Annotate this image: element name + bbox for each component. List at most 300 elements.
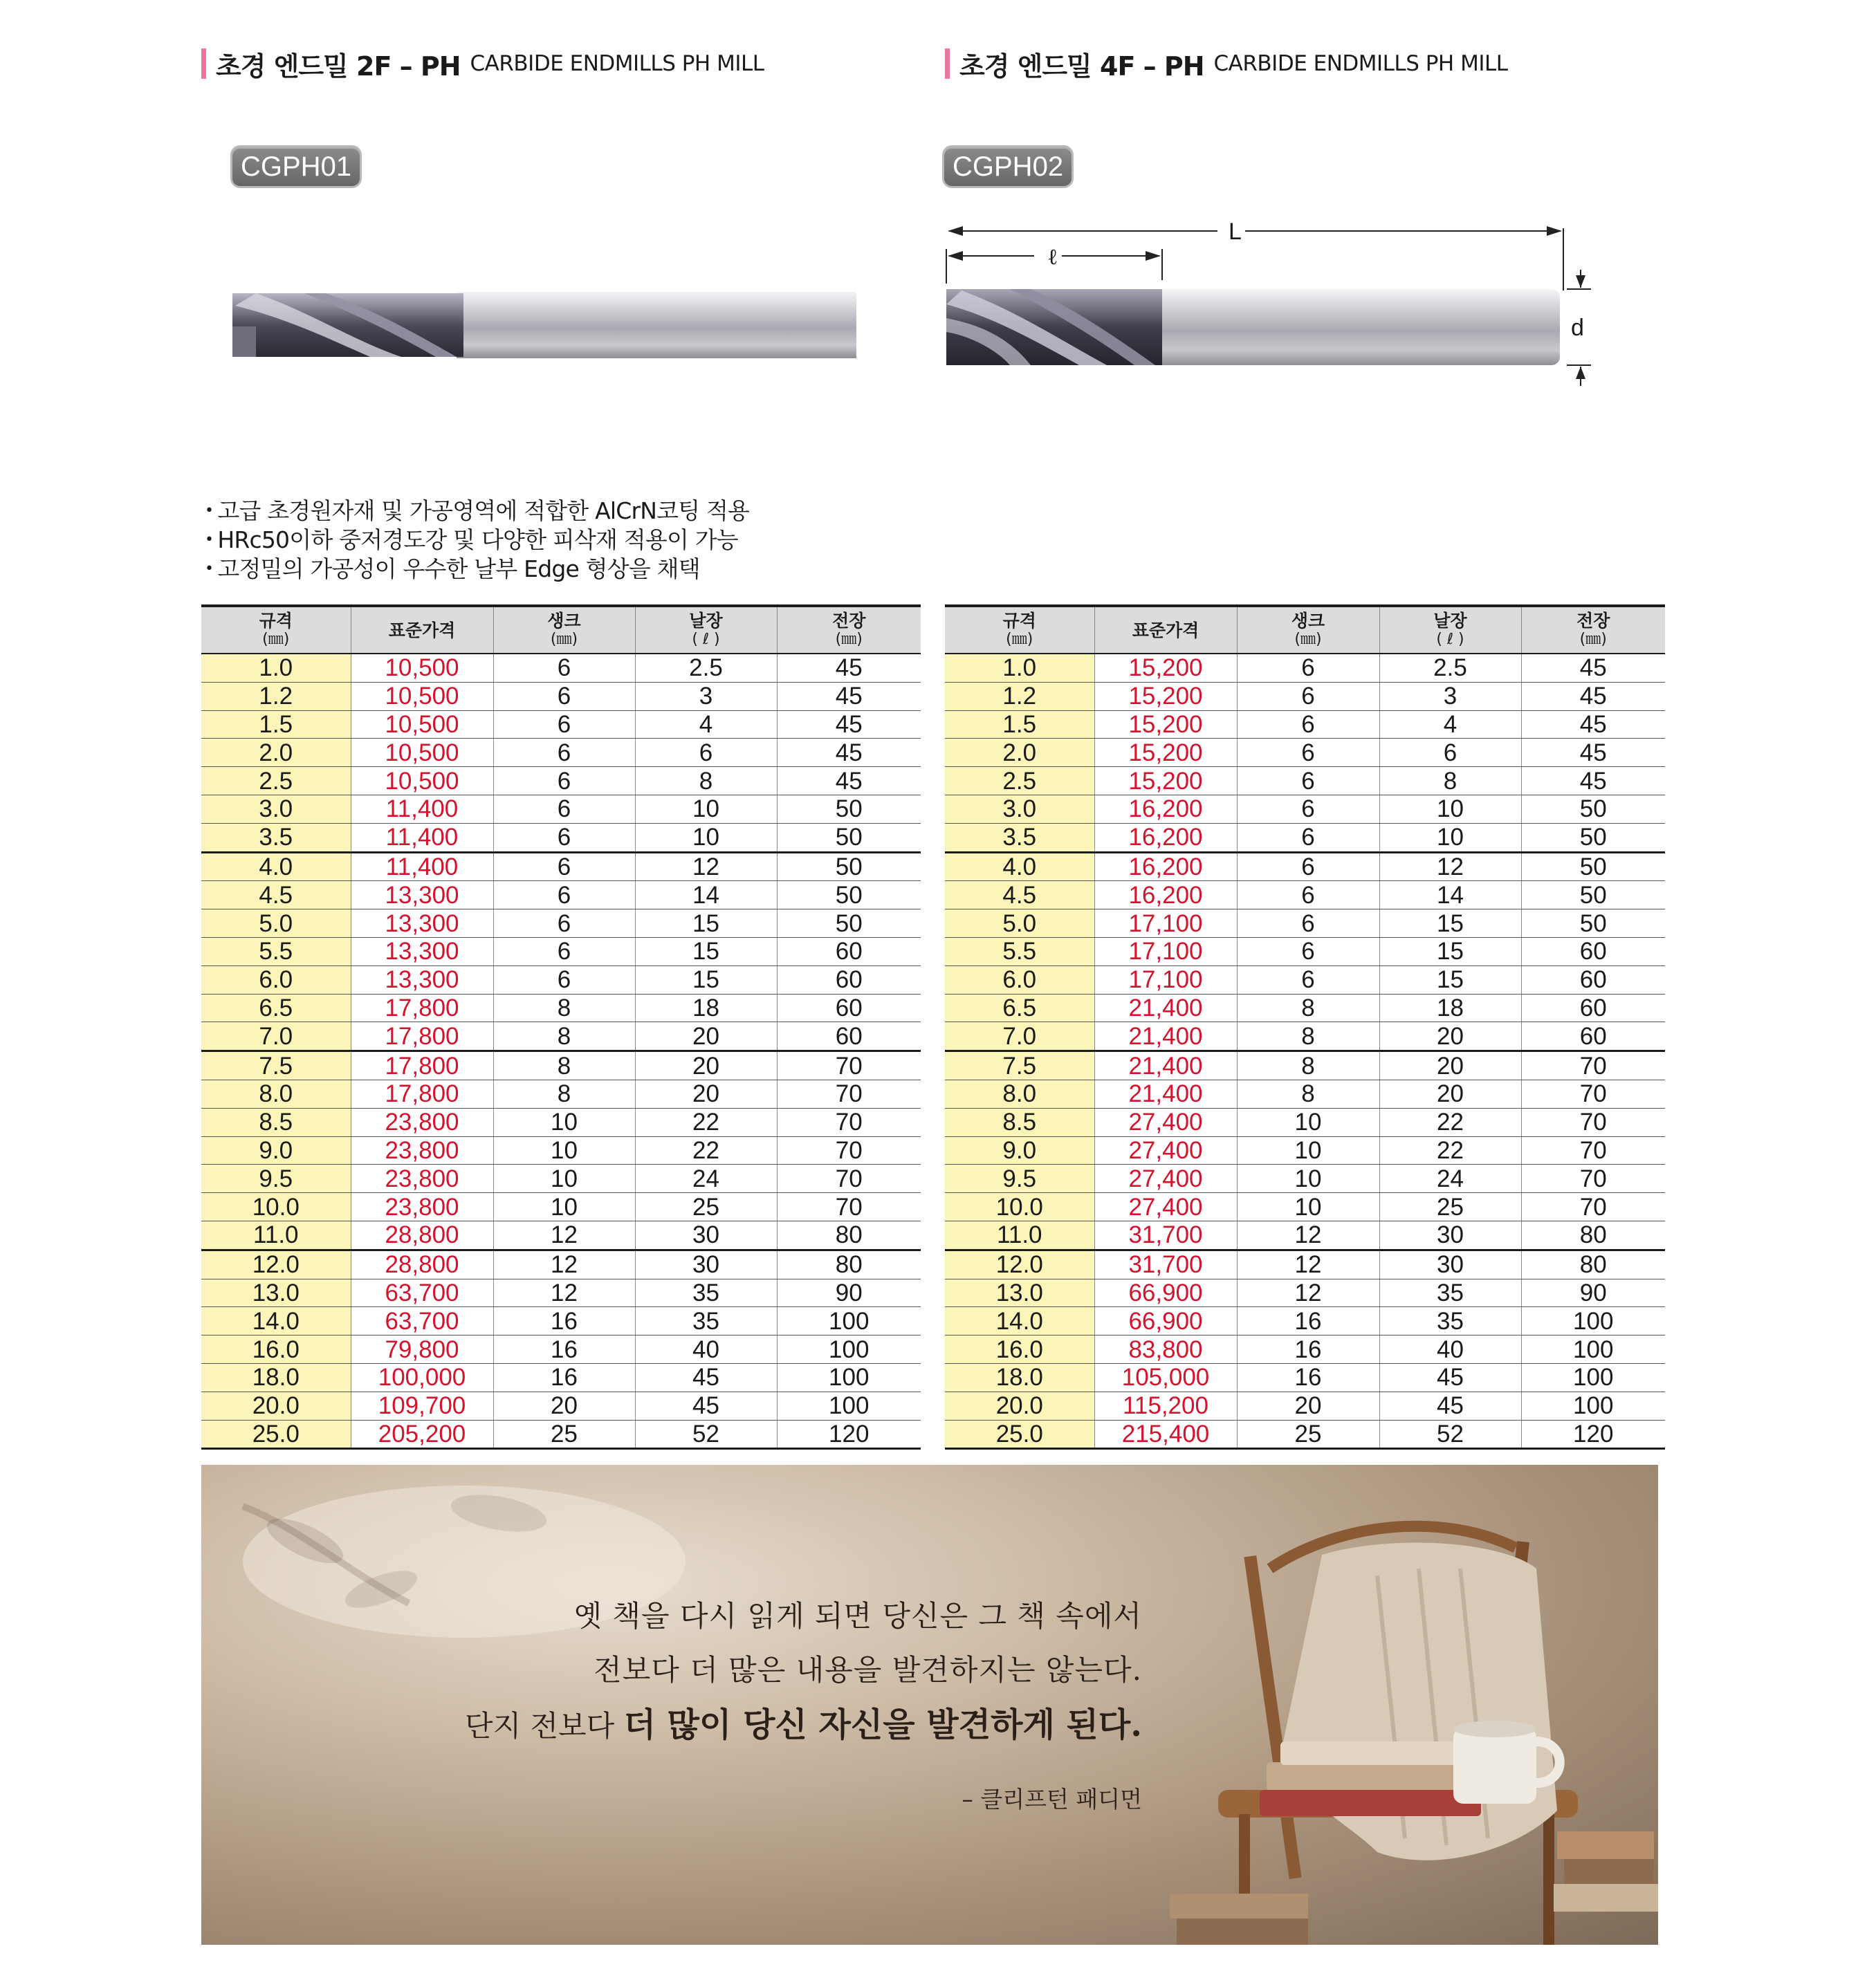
table-row — [945, 1221, 1665, 1250]
cell-overall-length: 70 — [777, 1051, 921, 1080]
header-flute-length: 날장 ( ℓ ) — [635, 606, 777, 654]
quote-banner — [201, 1465, 1658, 1945]
cell-flute-length: 18 — [1379, 994, 1521, 1022]
cell-shank: 12 — [493, 1250, 635, 1279]
table-row — [945, 1193, 1665, 1221]
cell-shank: 6 — [493, 823, 635, 852]
cell-size: 3.5 — [201, 823, 351, 852]
cell-overall-length: 45 — [777, 767, 921, 795]
cell-size: 4.5 — [945, 881, 1094, 909]
cell-size: 18.0 — [945, 1363, 1094, 1392]
table-row — [945, 937, 1665, 965]
cell-size: 8.0 — [945, 1080, 1094, 1108]
cell-flute-length: 6 — [635, 739, 777, 767]
cell-overall-length: 80 — [1521, 1221, 1665, 1250]
cell-price: 17,100 — [1094, 965, 1237, 994]
cell-size: 20.0 — [945, 1392, 1094, 1420]
cell-flute-length: 10 — [635, 795, 777, 823]
cell-size: 2.5 — [945, 767, 1094, 795]
cell-size: 6.5 — [201, 994, 351, 1022]
cell-size: 2.0 — [945, 739, 1094, 767]
cell-shank: 6 — [1237, 852, 1379, 881]
cell-shank: 16 — [493, 1335, 635, 1364]
cell-size: 1.2 — [945, 682, 1094, 710]
feature-item: • HRc50이하 중저경도강 및 다양한 피삭재 적용이 가능 — [205, 526, 749, 555]
cell-overall-length: 120 — [777, 1420, 921, 1449]
cell-size: 3.0 — [201, 795, 351, 823]
cell-size: 1.0 — [945, 654, 1094, 682]
cell-price: 23,800 — [351, 1193, 493, 1221]
cell-flute-length: 22 — [635, 1136, 777, 1165]
accent-bar — [201, 48, 206, 79]
cell-overall-length: 70 — [777, 1165, 921, 1193]
cell-price: 23,800 — [351, 1165, 493, 1193]
cell-price: 83,800 — [1094, 1335, 1237, 1364]
cell-size: 14.0 — [201, 1307, 351, 1335]
cell-overall-length: 45 — [1521, 654, 1665, 682]
feature-item: • 고정밀의 가공성이 우수한 날부 Edge 형상을 채택 — [205, 555, 749, 584]
cell-overall-length: 90 — [1521, 1279, 1665, 1307]
table-row — [945, 881, 1665, 909]
cell-flute-length: 2.5 — [635, 654, 777, 682]
table-row — [945, 1420, 1665, 1449]
cell-size: 7.5 — [201, 1051, 351, 1080]
cell-shank: 6 — [1237, 965, 1379, 994]
cell-overall-length: 100 — [1521, 1392, 1665, 1420]
cell-price: 27,400 — [1094, 1165, 1237, 1193]
cell-price: 11,400 — [351, 852, 493, 881]
cell-shank: 6 — [1237, 795, 1379, 823]
cell-flute-length: 20 — [1379, 1080, 1521, 1108]
endmill-2f-image — [228, 285, 856, 368]
cell-shank: 10 — [493, 1136, 635, 1165]
cell-price: 17,800 — [351, 994, 493, 1022]
dimension-l-label: ℓ — [1047, 243, 1058, 270]
table-row — [201, 739, 921, 767]
cell-flute-length: 15 — [635, 965, 777, 994]
cell-price: 13,300 — [351, 881, 493, 909]
cell-price: 17,100 — [1094, 937, 1237, 965]
cell-shank: 6 — [493, 654, 635, 682]
title-en: CARBIDE ENDMILLS PH MILL — [470, 51, 764, 76]
cell-price: 63,700 — [351, 1307, 493, 1335]
cell-price: 23,800 — [351, 1108, 493, 1136]
cell-price: 17,800 — [351, 1022, 493, 1051]
cell-overall-length: 70 — [777, 1136, 921, 1165]
cell-flute-length: 14 — [635, 881, 777, 909]
cell-overall-length: 80 — [777, 1221, 921, 1250]
cell-shank: 10 — [1237, 1193, 1379, 1221]
cell-price: 16,200 — [1094, 823, 1237, 852]
dimension-L-label: L — [1229, 219, 1242, 245]
cell-price: 10,500 — [351, 710, 493, 739]
cell-price: 27,400 — [1094, 1108, 1237, 1136]
cell-overall-length: 90 — [777, 1279, 921, 1307]
table-row — [945, 795, 1665, 823]
quote-line-3-bold: 더 많이 당신 자신을 발견하게 된다. — [623, 1706, 1142, 1744]
cell-size: 20.0 — [201, 1392, 351, 1420]
quote-line-1: 옛 책을 다시 읽게 되면 당신은 그 책 속에서 — [573, 1599, 1142, 1633]
table-row — [945, 1136, 1665, 1165]
cell-overall-length: 50 — [1521, 909, 1665, 938]
cell-overall-length: 60 — [1521, 1022, 1665, 1051]
cell-shank: 20 — [1237, 1392, 1379, 1420]
cell-price: 15,200 — [1094, 739, 1237, 767]
cell-overall-length: 100 — [1521, 1363, 1665, 1392]
cell-price: 10,500 — [351, 654, 493, 682]
cell-flute-length: 35 — [1379, 1279, 1521, 1307]
header-shank: 생크 (㎜) — [493, 606, 635, 654]
header-overall-length: 전장 (㎜) — [777, 606, 921, 654]
cell-flute-length: 4 — [635, 710, 777, 739]
cell-shank: 10 — [1237, 1165, 1379, 1193]
cell-price: 10,500 — [351, 739, 493, 767]
cell-size: 7.0 — [201, 1022, 351, 1051]
endmill-4f-image — [941, 214, 1605, 394]
cell-flute-length: 10 — [635, 823, 777, 852]
cell-shank: 6 — [493, 767, 635, 795]
cell-price: 13,300 — [351, 909, 493, 938]
table-row — [201, 1165, 921, 1193]
cell-shank: 8 — [1237, 1022, 1379, 1051]
cell-overall-length: 50 — [1521, 795, 1665, 823]
cell-price: 17,800 — [351, 1051, 493, 1080]
cell-shank: 12 — [1237, 1279, 1379, 1307]
cell-price: 100,000 — [351, 1363, 493, 1392]
cell-size: 11.0 — [201, 1221, 351, 1250]
cell-size: 14.0 — [945, 1307, 1094, 1335]
cell-flute-length: 45 — [1379, 1392, 1521, 1420]
cell-overall-length: 50 — [1521, 823, 1665, 852]
table-row — [201, 937, 921, 965]
cell-shank: 6 — [1237, 823, 1379, 852]
cell-flute-length: 30 — [1379, 1221, 1521, 1250]
cell-flute-length: 24 — [635, 1165, 777, 1193]
cell-size: 5.0 — [201, 909, 351, 938]
cell-size: 18.0 — [201, 1363, 351, 1392]
table-row — [945, 1335, 1665, 1364]
quote-text — [465, 1589, 1142, 1814]
cell-shank: 6 — [493, 965, 635, 994]
table-row — [201, 1363, 921, 1392]
cell-size: 9.0 — [945, 1136, 1094, 1165]
table-row — [945, 1250, 1665, 1279]
table-row — [945, 682, 1665, 710]
cell-size: 5.5 — [945, 937, 1094, 965]
table-row — [945, 1108, 1665, 1136]
table-row — [201, 1136, 921, 1165]
dimension-d-label: d — [1571, 315, 1584, 341]
cell-size: 7.5 — [945, 1051, 1094, 1080]
cell-price: 31,700 — [1094, 1250, 1237, 1279]
cell-size: 8.5 — [945, 1108, 1094, 1136]
table-row — [201, 1051, 921, 1080]
cell-shank: 6 — [493, 937, 635, 965]
cell-shank: 8 — [493, 994, 635, 1022]
table-row — [201, 1279, 921, 1307]
cell-price: 109,700 — [351, 1392, 493, 1420]
cell-flute-length: 30 — [1379, 1250, 1521, 1279]
cell-price: 21,400 — [1094, 1051, 1237, 1080]
table-row — [201, 710, 921, 739]
cell-size: 5.5 — [201, 937, 351, 965]
cell-flute-length: 15 — [1379, 965, 1521, 994]
feature-list — [205, 497, 749, 584]
cell-overall-length: 50 — [777, 823, 921, 852]
cell-flute-length: 22 — [635, 1108, 777, 1136]
cell-overall-length: 100 — [777, 1335, 921, 1364]
cell-size: 10.0 — [945, 1193, 1094, 1221]
quote-author: – 클리프턴 패디먼 — [962, 1786, 1142, 1813]
cell-overall-length: 100 — [1521, 1335, 1665, 1364]
cell-price: 205,200 — [351, 1420, 493, 1449]
title-ko: 초경 엔드밀 4F – PH — [959, 50, 1204, 82]
cell-shank: 8 — [493, 1080, 635, 1108]
table-row — [201, 654, 921, 682]
cell-size: 4.0 — [201, 852, 351, 881]
cell-price: 15,200 — [1094, 682, 1237, 710]
table-row — [945, 1279, 1665, 1307]
cell-flute-length: 20 — [635, 1022, 777, 1051]
cell-shank: 10 — [493, 1108, 635, 1136]
cell-flute-length: 45 — [635, 1392, 777, 1420]
cell-flute-length: 20 — [1379, 1051, 1521, 1080]
cell-size: 9.5 — [945, 1165, 1094, 1193]
cell-flute-length: 10 — [1379, 795, 1521, 823]
cell-overall-length: 60 — [1521, 937, 1665, 965]
quote-line-3-plain: 단지 전보다 — [465, 1709, 624, 1743]
cell-price: 16,200 — [1094, 881, 1237, 909]
cell-price: 28,800 — [351, 1221, 493, 1250]
cell-overall-length: 60 — [777, 1022, 921, 1051]
cell-size: 1.5 — [945, 710, 1094, 739]
cell-price: 17,800 — [351, 1080, 493, 1108]
cell-flute-length: 15 — [635, 937, 777, 965]
table-row — [945, 1165, 1665, 1193]
cell-size: 11.0 — [945, 1221, 1094, 1250]
cell-shank: 12 — [1237, 1250, 1379, 1279]
cell-price: 15,200 — [1094, 654, 1237, 682]
table-row — [201, 1307, 921, 1335]
table-row — [201, 1250, 921, 1279]
cell-overall-length: 50 — [777, 852, 921, 881]
cell-shank: 6 — [493, 795, 635, 823]
cell-overall-length: 45 — [777, 710, 921, 739]
cell-price: 23,800 — [351, 1136, 493, 1165]
cell-overall-length: 100 — [777, 1392, 921, 1420]
table-row — [945, 994, 1665, 1022]
cell-flute-length: 12 — [1379, 852, 1521, 881]
table-row — [201, 852, 921, 881]
table-row — [945, 909, 1665, 938]
cell-flute-length: 2.5 — [1379, 654, 1521, 682]
cell-flute-length: 6 — [1379, 739, 1521, 767]
cell-shank: 10 — [1237, 1136, 1379, 1165]
table-row — [945, 1307, 1665, 1335]
table-row — [945, 767, 1665, 795]
cell-shank: 6 — [1237, 710, 1379, 739]
cell-shank: 8 — [1237, 994, 1379, 1022]
cell-shank: 25 — [493, 1420, 635, 1449]
header-overall-length: 전장 (㎜) — [1521, 606, 1665, 654]
title-en: CARBIDE ENDMILLS PH MILL — [1213, 51, 1508, 76]
cell-shank: 8 — [1237, 1051, 1379, 1080]
cell-flute-length: 14 — [1379, 881, 1521, 909]
table-row — [945, 1022, 1665, 1051]
cell-price: 105,000 — [1094, 1363, 1237, 1392]
cell-shank: 12 — [1237, 1221, 1379, 1250]
cell-overall-length: 45 — [777, 739, 921, 767]
table-row — [201, 1392, 921, 1420]
cell-overall-length: 45 — [1521, 710, 1665, 739]
cell-shank: 16 — [1237, 1335, 1379, 1364]
table-row — [945, 1051, 1665, 1080]
cell-price: 66,900 — [1094, 1307, 1237, 1335]
cell-size: 16.0 — [945, 1335, 1094, 1364]
header-price: 표준가격 — [351, 606, 493, 654]
cell-price: 15,200 — [1094, 767, 1237, 795]
cell-overall-length: 70 — [1521, 1051, 1665, 1080]
cell-flute-length: 52 — [1379, 1420, 1521, 1449]
cell-overall-length: 100 — [777, 1307, 921, 1335]
cell-size: 7.0 — [945, 1022, 1094, 1051]
cell-size: 4.0 — [945, 852, 1094, 881]
cell-flute-length: 8 — [635, 767, 777, 795]
cell-shank: 16 — [493, 1307, 635, 1335]
cell-flute-length: 40 — [1379, 1335, 1521, 1364]
accent-bar — [945, 48, 950, 79]
cell-flute-length: 12 — [635, 852, 777, 881]
cell-size: 4.5 — [201, 881, 351, 909]
table-row — [201, 767, 921, 795]
cell-price: 21,400 — [1094, 994, 1237, 1022]
product-code-badge-4f: CGPH02 — [942, 145, 1074, 188]
cell-overall-length: 70 — [1521, 1193, 1665, 1221]
cell-size: 6.0 — [945, 965, 1094, 994]
cell-size: 3.0 — [945, 795, 1094, 823]
cell-flute-length: 45 — [635, 1363, 777, 1392]
table-row — [201, 682, 921, 710]
table-row — [201, 965, 921, 994]
cell-shank: 6 — [1237, 937, 1379, 965]
cell-flute-length: 20 — [635, 1080, 777, 1108]
table-row — [201, 881, 921, 909]
table-header-row — [945, 606, 1665, 654]
cell-shank: 16 — [1237, 1307, 1379, 1335]
cell-shank: 16 — [493, 1363, 635, 1392]
table-row — [945, 710, 1665, 739]
cell-size: 5.0 — [945, 909, 1094, 938]
cell-size: 6.5 — [945, 994, 1094, 1022]
cell-price: 16,200 — [1094, 795, 1237, 823]
cell-size: 8.5 — [201, 1108, 351, 1136]
table-row — [201, 795, 921, 823]
cell-overall-length: 120 — [1521, 1420, 1665, 1449]
spec-table-4f — [945, 604, 1665, 1450]
cell-price: 10,500 — [351, 767, 493, 795]
cell-flute-length: 35 — [1379, 1307, 1521, 1335]
cell-flute-length: 30 — [635, 1221, 777, 1250]
table-row — [201, 1335, 921, 1364]
cell-overall-length: 50 — [1521, 881, 1665, 909]
cell-price: 10,500 — [351, 682, 493, 710]
cell-overall-length: 45 — [1521, 767, 1665, 795]
cell-price: 16,200 — [1094, 852, 1237, 881]
quote-line-3 — [465, 1697, 1142, 1754]
cell-size: 16.0 — [201, 1335, 351, 1364]
cell-flute-length: 20 — [635, 1051, 777, 1080]
cell-flute-length: 3 — [635, 682, 777, 710]
cell-overall-length: 60 — [777, 937, 921, 965]
table-row — [945, 654, 1665, 682]
spec-table-2f — [201, 604, 921, 1450]
cell-price: 21,400 — [1094, 1022, 1237, 1051]
cell-flute-length: 25 — [635, 1193, 777, 1221]
table-row — [201, 1193, 921, 1221]
cell-flute-length: 25 — [1379, 1193, 1521, 1221]
cell-overall-length: 80 — [777, 1250, 921, 1279]
cell-flute-length: 3 — [1379, 682, 1521, 710]
cell-overall-length: 70 — [777, 1108, 921, 1136]
cell-overall-length: 60 — [777, 965, 921, 994]
cell-size: 6.0 — [201, 965, 351, 994]
cell-size: 25.0 — [945, 1420, 1094, 1449]
section-title-4f — [945, 47, 1508, 80]
cell-overall-length: 45 — [1521, 739, 1665, 767]
cell-shank: 6 — [493, 710, 635, 739]
cell-shank: 8 — [493, 1051, 635, 1080]
section-title-2f — [201, 47, 764, 80]
cell-size: 12.0 — [945, 1250, 1094, 1279]
cell-overall-length: 45 — [777, 682, 921, 710]
header-price: 표준가격 — [1094, 606, 1237, 654]
cell-overall-length: 50 — [1521, 852, 1665, 881]
cell-overall-length: 70 — [1521, 1165, 1665, 1193]
cell-shank: 10 — [493, 1165, 635, 1193]
cell-shank: 6 — [493, 881, 635, 909]
cell-price: 31,700 — [1094, 1221, 1237, 1250]
cell-size: 1.0 — [201, 654, 351, 682]
cell-flute-length: 10 — [1379, 823, 1521, 852]
header-size: 규격 (㎜) — [945, 606, 1094, 654]
cell-shank: 10 — [493, 1193, 635, 1221]
table-row — [201, 1080, 921, 1108]
cell-shank: 12 — [493, 1221, 635, 1250]
feature-item: • 고급 초경원자재 및 가공영역에 적합한 AlCrN코팅 적용 — [205, 497, 749, 526]
cell-price: 63,700 — [351, 1279, 493, 1307]
cell-flute-length: 22 — [1379, 1108, 1521, 1136]
cell-overall-length: 100 — [777, 1363, 921, 1392]
cell-shank: 6 — [1237, 881, 1379, 909]
header-size: 규격 (㎜) — [201, 606, 351, 654]
cell-price: 11,400 — [351, 823, 493, 852]
cell-shank: 8 — [493, 1022, 635, 1051]
cell-overall-length: 50 — [777, 909, 921, 938]
cell-price: 115,200 — [1094, 1392, 1237, 1420]
cell-overall-length: 70 — [777, 1193, 921, 1221]
cell-size: 3.5 — [945, 823, 1094, 852]
cell-price: 27,400 — [1094, 1193, 1237, 1221]
table-row — [201, 823, 921, 852]
cell-price: 27,400 — [1094, 1136, 1237, 1165]
cell-overall-length: 70 — [777, 1080, 921, 1108]
cell-price: 13,300 — [351, 965, 493, 994]
cell-size: 9.0 — [201, 1136, 351, 1165]
cell-flute-length: 15 — [1379, 937, 1521, 965]
cell-flute-length: 40 — [635, 1335, 777, 1364]
table-row — [945, 1363, 1665, 1392]
table-row — [945, 823, 1665, 852]
